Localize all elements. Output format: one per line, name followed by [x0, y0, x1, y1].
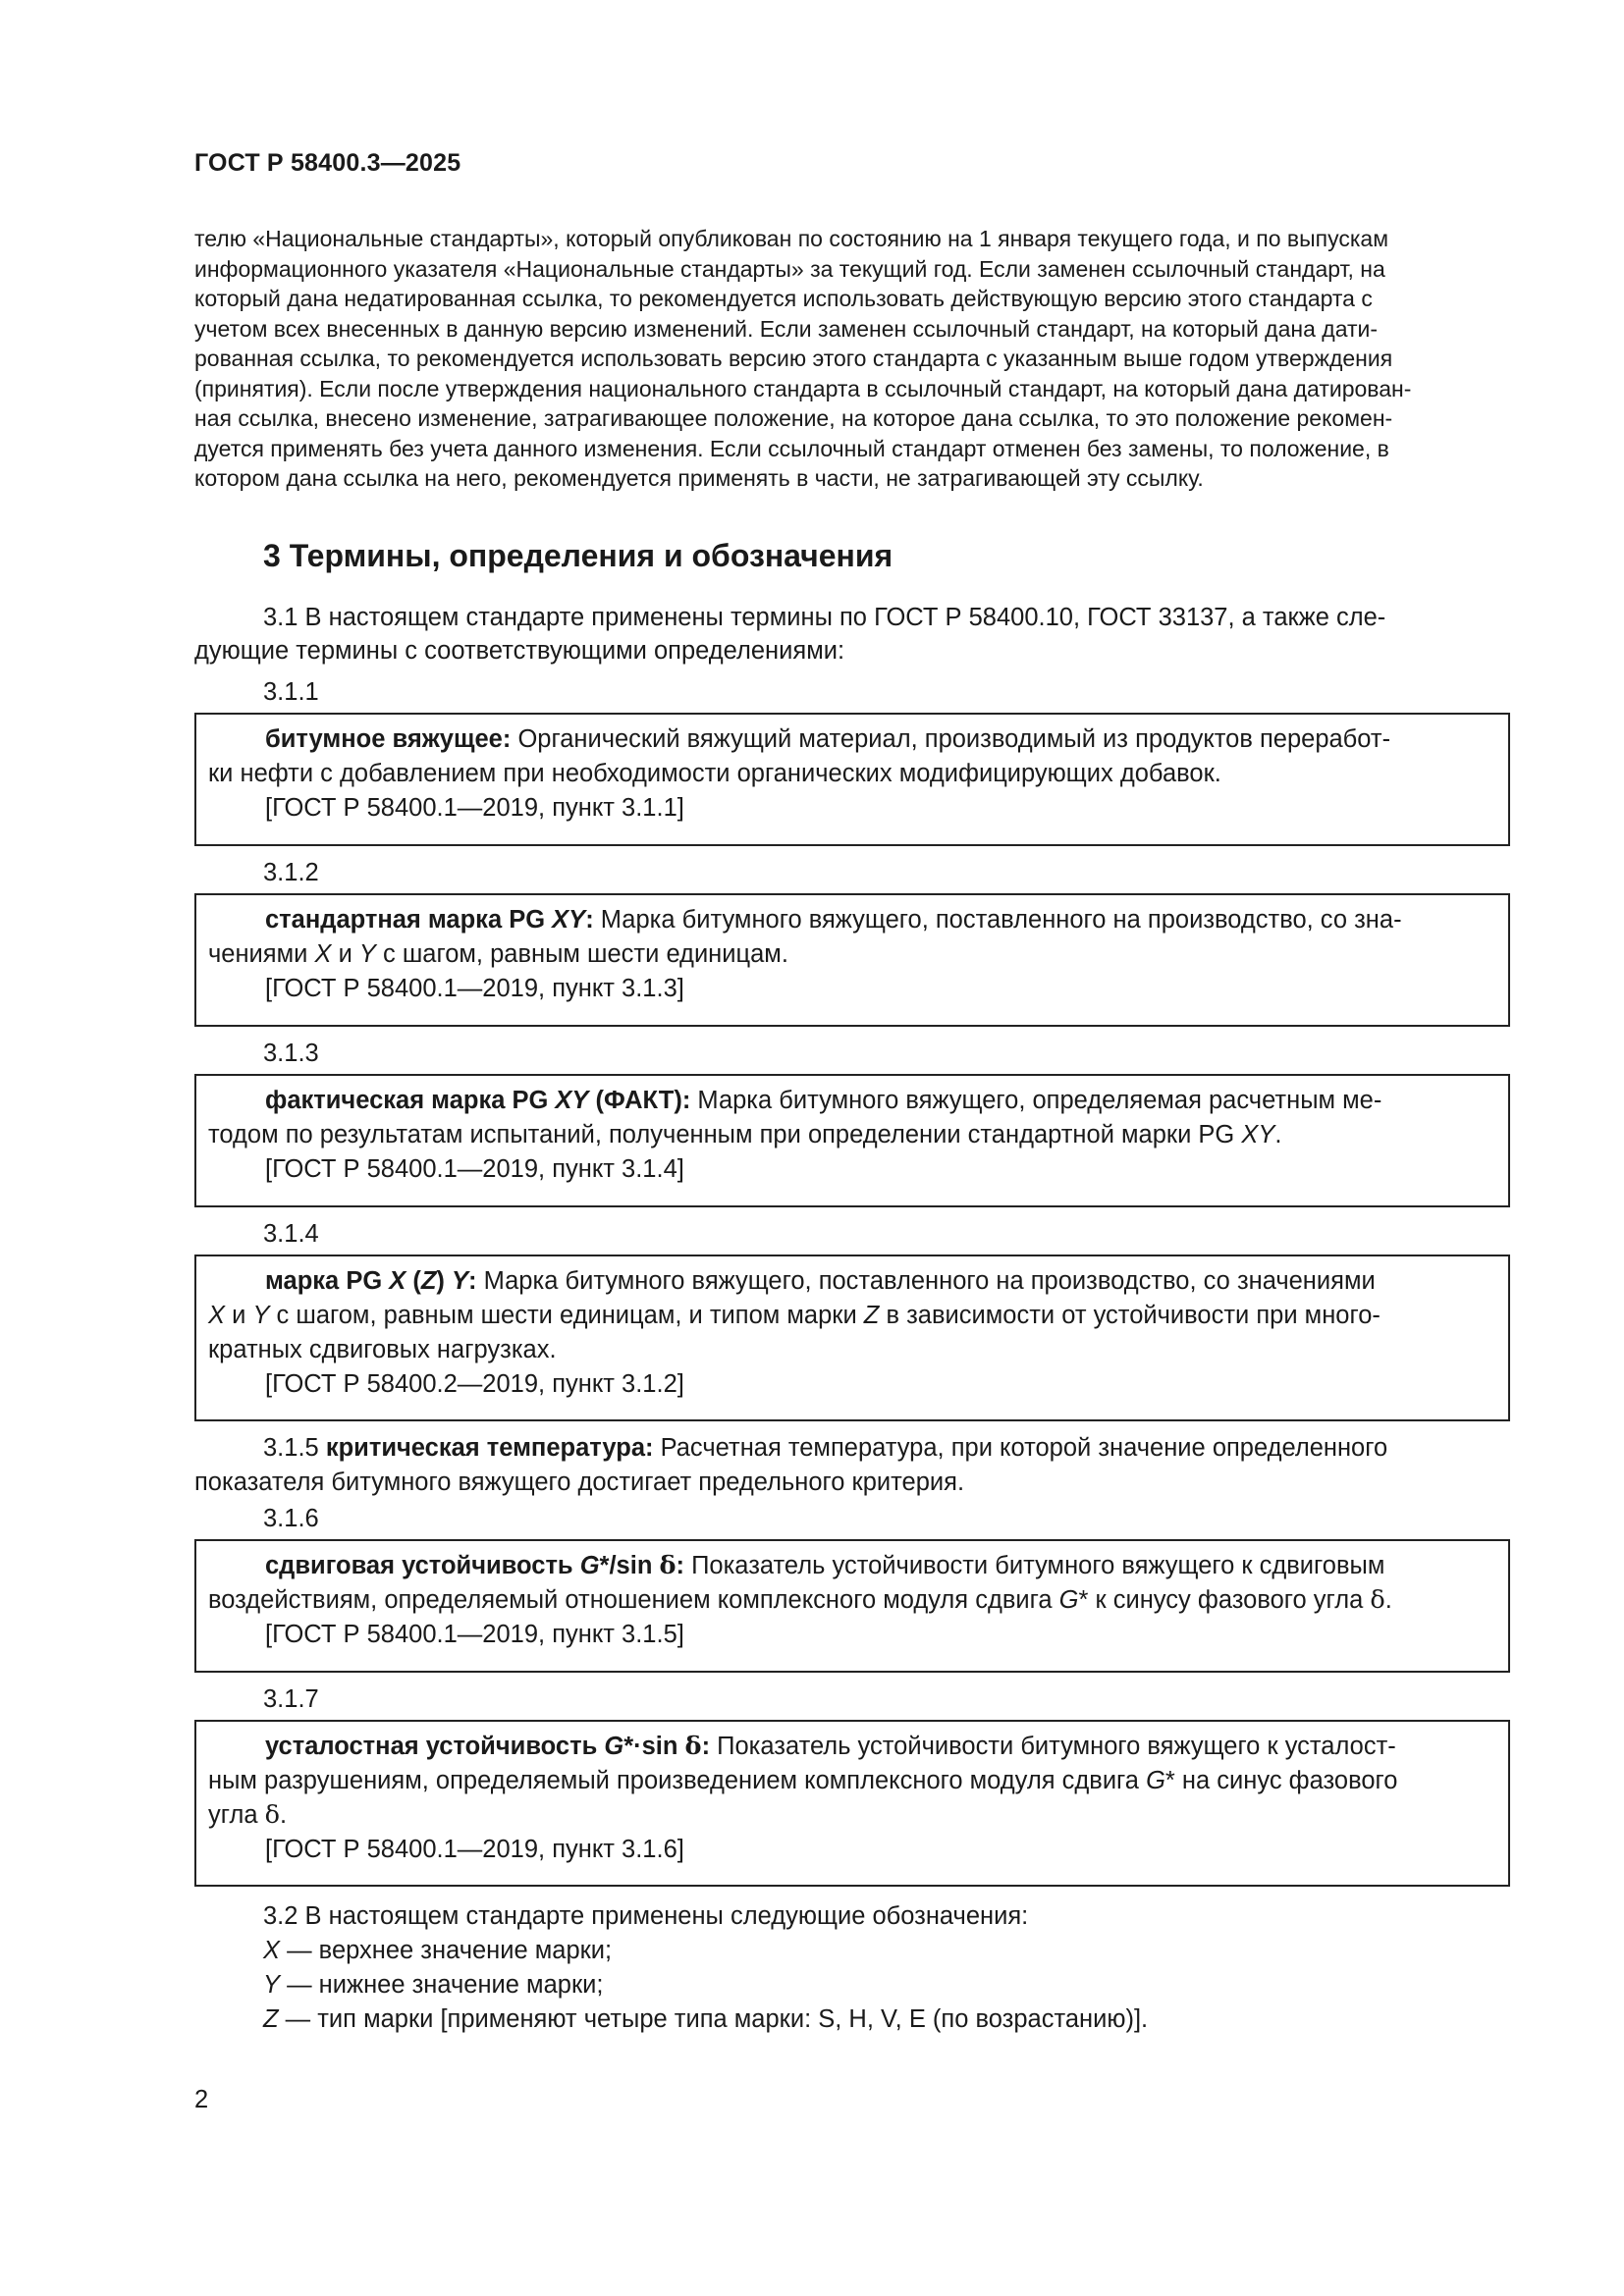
term-number-3-1-1: 3.1.1: [263, 678, 319, 706]
term-name: сдвиговая устойчивость G*/sin δ:: [265, 1551, 684, 1580]
term-reference: [ГОСТ Р 58400.1—2019, пункт 3.1.3]: [265, 975, 684, 1002]
term-number-3-1-4: 3.1.4: [263, 1220, 319, 1248]
term-box-3-1-7: [194, 1720, 1510, 1887]
paragraph-line: 3.1 В настоящем стандарте применены термины по ГОСТ Р 58400.10, ГОСТ 33137, а также сле-: [263, 604, 1386, 631]
definition-continuation: воздействиям, определяемый отношением комплексного модуля сдвига G* к синусу фазового угла δ.: [208, 1585, 1392, 1615]
term-3-1-5: [194, 1431, 1512, 1500]
term-name: критическая температура:: [325, 1434, 654, 1462]
definition-continuation: ным разрушениям, определяемый произведением комплексного модуля сдвига G* на синус фазового: [208, 1767, 1398, 1794]
definition-text: Органический вяжущий материал, производимый из продуктов переработ-: [511, 725, 1391, 753]
term-box-3-1-3: [194, 1074, 1510, 1207]
term-reference: [ГОСТ Р 58400.2—2019, пункт 3.1.2]: [265, 1370, 684, 1398]
term-name: фактическая марка PG XY (ФАКТ):: [265, 1087, 691, 1114]
term-name: усталостная устойчивость G*·sin δ:: [265, 1732, 711, 1761]
intro-line: рованная ссылка, то рекомендуется использовать версию этого стандарта с указанным выше годом утверждения: [194, 346, 1393, 371]
definition-text: Марка битумного вяжущего, поставленного на производство, со значениями: [476, 1267, 1376, 1295]
term-number-3-1-6: 3.1.6: [263, 1505, 319, 1532]
intro-line: котором дана ссылка на него, рекомендуется применять в части, не затрагивающей эту ссылку.: [194, 465, 1204, 491]
definition-continuation: тодом по результатам испытаний, полученным при определении стандартной марки PG XY.: [208, 1121, 1282, 1148]
term-box-3-1-4: [194, 1255, 1510, 1421]
term-definition: [265, 1084, 1496, 1118]
term-box-3-1-6: [194, 1539, 1510, 1673]
definition-text: Марка битумного вяжущего, поставленного на производство, со зна-: [593, 906, 1402, 934]
intro-line: учетом всех внесенных в данную версию изменений. Если заменен ссылочный стандарт, на который дана дати-: [194, 315, 1379, 342]
intro-paragraph: [194, 224, 1512, 494]
term-number-3-1-3: 3.1.3: [263, 1040, 319, 1067]
term-number-3-1-7: 3.1.7: [263, 1685, 319, 1713]
paragraph-line: 3.2 В настоящем стандарте применены следующие обозначения:: [263, 1902, 1029, 1930]
symbol-y-definition: Y — нижнее значение марки;: [263, 1971, 604, 1999]
term-reference: [ГОСТ Р 58400.1—2019, пункт 3.1.6]: [265, 1836, 684, 1863]
definition-text: Расчетная температура, при которой значение определенного: [653, 1434, 1388, 1462]
term-definition: [265, 1549, 1496, 1583]
symbol-z-definition: Z — тип марки [применяют четыре типа марки: S, H, V, E (по возрастанию)].: [263, 2005, 1149, 2033]
document-header: ГОСТ Р 58400.3—2025: [194, 149, 461, 177]
definition-continuation: угла δ.: [208, 1800, 288, 1830]
definition-continuation: X и Y с шагом, равным шести единицам, и типом марки Z в зависимости от устойчивости при много-: [208, 1302, 1380, 1329]
intro-line: телю «Национальные стандарты», который опубликован по состоянию на 1 января текущего года, и по выпускам: [194, 226, 1389, 251]
definition-text: Показатель устойчивости битумного вяжущего к усталост-: [710, 1733, 1396, 1760]
term-reference: [ГОСТ Р 58400.1—2019, пункт 3.1.4]: [265, 1155, 684, 1183]
term-box-3-1-1: [194, 713, 1510, 846]
term-name: марка PG X (Z) Y:: [265, 1267, 477, 1295]
intro-line: ная ссылка, внесено изменение, затрагивающее положение, на которое дана ссылка, то это положение рекомен-: [194, 405, 1393, 431]
term-name: стандартная марка PG XY:: [265, 906, 594, 934]
paragraph-3-2: [263, 1899, 1512, 2037]
paragraph-line: дующие термины с соответствующими определениями:: [194, 637, 845, 665]
intro-line: информационного указателя «Национальные стандарты» за текущий год. Если заменен ссылочный стандарт, на: [194, 255, 1385, 282]
term-definition: [265, 1730, 1496, 1764]
section-title: 3 Термины, определения и обозначения: [263, 538, 893, 573]
term-definition: [265, 1264, 1496, 1299]
paragraph-3-1: [194, 601, 1512, 667]
definition-continuation: показателя битумного вяжущего достигает предельного критерия.: [194, 1468, 965, 1496]
term-reference: [ГОСТ Р 58400.1—2019, пункт 3.1.1]: [265, 794, 684, 822]
intro-line: (принятия). Если после утверждения национального стандарта в ссылочный стандарт, на который дана датирован-: [194, 375, 1412, 401]
symbol-x-definition: X — верхнее значение марки;: [263, 1937, 613, 1964]
definition-continuation: кратных сдвиговых нагрузках.: [208, 1336, 557, 1363]
term-number-3-1-2: 3.1.2: [263, 859, 319, 886]
definition-continuation: чениями X и Y с шагом, равным шести единицам.: [208, 940, 788, 968]
term-definition: [265, 903, 1496, 937]
term-reference: [ГОСТ Р 58400.1—2019, пункт 3.1.5]: [265, 1621, 684, 1648]
definition-text: Показатель устойчивости битумного вяжущего к сдвиговым: [684, 1552, 1385, 1579]
term-definition: [265, 722, 1496, 757]
intro-line: дуется применять без учета данного изменения. Если ссылочный стандарт отменен без замены, то положение, в: [194, 435, 1389, 461]
term-name: битумное вяжущее:: [265, 725, 512, 753]
term-definition: 3.1.5 критическая температура: Расчетная температура, при которой значение определенного: [263, 1434, 1388, 1462]
definition-text: Марка битумного вяжущего, определяемая расчетным ме-: [690, 1087, 1382, 1114]
intro-line: который дана недатированная ссылка, то рекомендуется использовать действующую версию этого стандарта с: [194, 286, 1373, 311]
term-box-3-1-2: [194, 893, 1510, 1027]
page-number: 2: [194, 2086, 209, 2113]
definition-continuation: ки нефти с добавлением при необходимости органических модифицирующих добавок.: [208, 760, 1221, 787]
